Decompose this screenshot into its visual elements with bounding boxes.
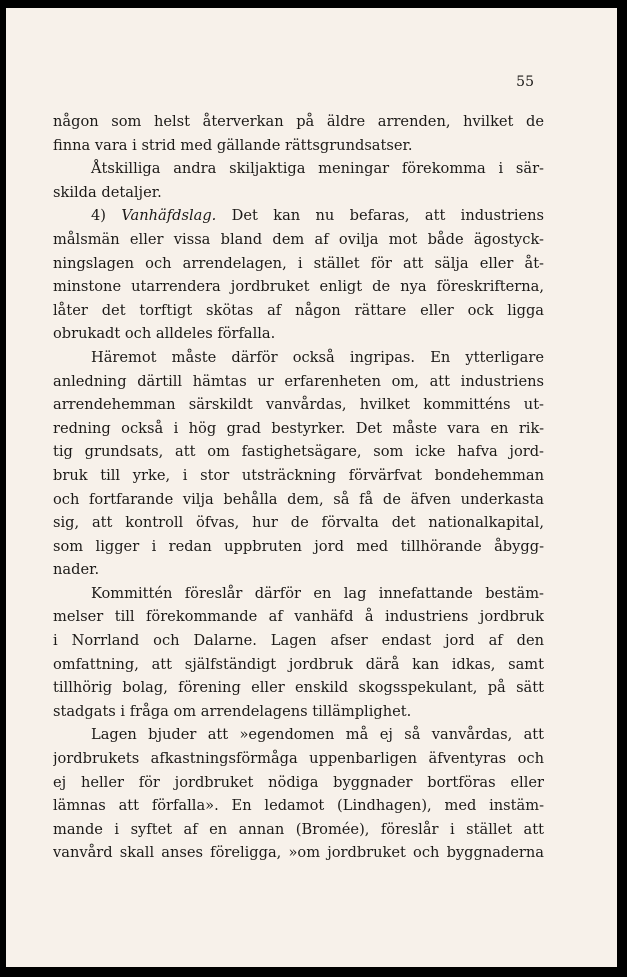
line-text: finna vara i strid med gällande rättsgrundsatser. (53, 136, 413, 154)
text-line (53, 653, 544, 677)
line-text: ningslagen och arrendelagen, i stället för att sälja eller åt- (53, 254, 544, 272)
text-line (53, 181, 544, 205)
line-text: tillhörig bolag, förening eller enskild skogsspekulant, på sätt (53, 679, 544, 697)
line-text: Kommittén föreslår därför en lag innefattande bestäm- (91, 584, 544, 602)
text-line (53, 488, 544, 512)
text-line (53, 535, 544, 559)
line-text: låter det torftigt skötas af någon rättare eller ock ligga (53, 301, 544, 319)
line-text: stadgats i fråga om arrendelagens tillämplighet. (53, 702, 412, 720)
text-line (53, 605, 544, 629)
line-text: anledning därtill hämtas ur erfarenheten om, att industriens (53, 372, 544, 390)
text-line (53, 252, 544, 276)
section-number: 4) (91, 207, 106, 225)
text-line (53, 629, 544, 653)
line-text: bruk till yrke, i stor utsträckning förvärfvat bondehemman (53, 466, 544, 484)
text-line (53, 841, 544, 865)
text-line (53, 393, 544, 417)
text-line (53, 582, 544, 606)
line-text: och fortfarande vilja behålla dem, så få de äfven underkasta (53, 490, 544, 508)
body-text (53, 110, 544, 865)
text-line (53, 110, 544, 134)
line-text: Häremot måste därför också ingripas. En ytterligare (91, 348, 544, 366)
text-line (53, 322, 544, 346)
line-text: Lagen bjuder att »egendomen må ej så vanvårdas, att (91, 726, 544, 744)
page-number: 55 (516, 74, 534, 90)
line-text: minstone utarrendera jordbruket enligt de nya föreskrifterna, (53, 278, 544, 296)
text-line (53, 370, 544, 394)
line-text: lämnas att förfalla». En ledamot (Lindhagen), med instäm- (53, 797, 544, 815)
text-line (53, 771, 544, 795)
text-line (53, 275, 544, 299)
line-text: skilda detaljer. (53, 183, 162, 201)
line-text: någon som helst återverkan på äldre arrenden, hvilket de (53, 113, 544, 130)
text-line (53, 440, 544, 464)
text-line (53, 204, 544, 228)
text-line (53, 818, 544, 842)
text-line (53, 134, 544, 158)
text-line (53, 417, 544, 441)
text-line (53, 228, 544, 252)
line-text: målsmän eller vissa bland dem af ovilja mot både ägostyck- (53, 230, 544, 248)
line-text: mande i syftet af en annan (Bromée), föreslår i stället att (53, 820, 544, 838)
text-line (53, 511, 544, 535)
line-text: vanvård skall anses föreligga, »om jordbruket och byggnaderna (53, 844, 544, 862)
line-text: obrukadt och alldeles förfalla. (53, 325, 276, 343)
line-text: omfattning, att själfständigt jordbruk därå kan idkas, samt (53, 655, 544, 673)
line-text: Åtskilliga andra skiljaktiga meningar förekomma i sär- (91, 160, 544, 178)
text-line (53, 700, 544, 724)
text-line (53, 558, 544, 582)
line-text: arrendehemman särskildt vanvårdas, hvilket kommitténs ut- (53, 396, 544, 414)
line-text: jordbrukets afkastningsförmåga uppenbarligen äfventyras och (53, 750, 544, 768)
section-title: Vanhäfdslag. (121, 207, 217, 225)
text-line (53, 464, 544, 488)
text-line (53, 723, 544, 747)
line-text: sig, att kontroll öfvas, hur de förvalta det nationalkapital, (53, 514, 544, 532)
scanned-page (6, 8, 617, 967)
text-line (53, 747, 544, 771)
text-line (53, 157, 544, 181)
line-text: redning också i hög grad bestyrker. Det måste vara en rik- (53, 419, 544, 437)
line-text: melser till förekommande af vanhäfd å industriens jordbruk (53, 608, 544, 626)
text-line (53, 676, 544, 700)
line-text: nader. (53, 561, 100, 579)
line-text: Det kan nu befaras, att industriens (216, 207, 544, 225)
line-text: tig grundsats, att om fastighetsägare, som icke hafva jord- (53, 443, 544, 461)
line-text: som ligger i redan uppbruten jord med tillhörande åbygg- (53, 537, 544, 555)
line-text: i Norrland och Dalarne. Lagen afser endast jord af den (53, 632, 544, 650)
line-text: ej heller för jordbruket nödiga byggnader bortföras eller (53, 773, 544, 791)
text-line (53, 346, 544, 370)
text-line (53, 299, 544, 323)
text-line (53, 794, 544, 818)
